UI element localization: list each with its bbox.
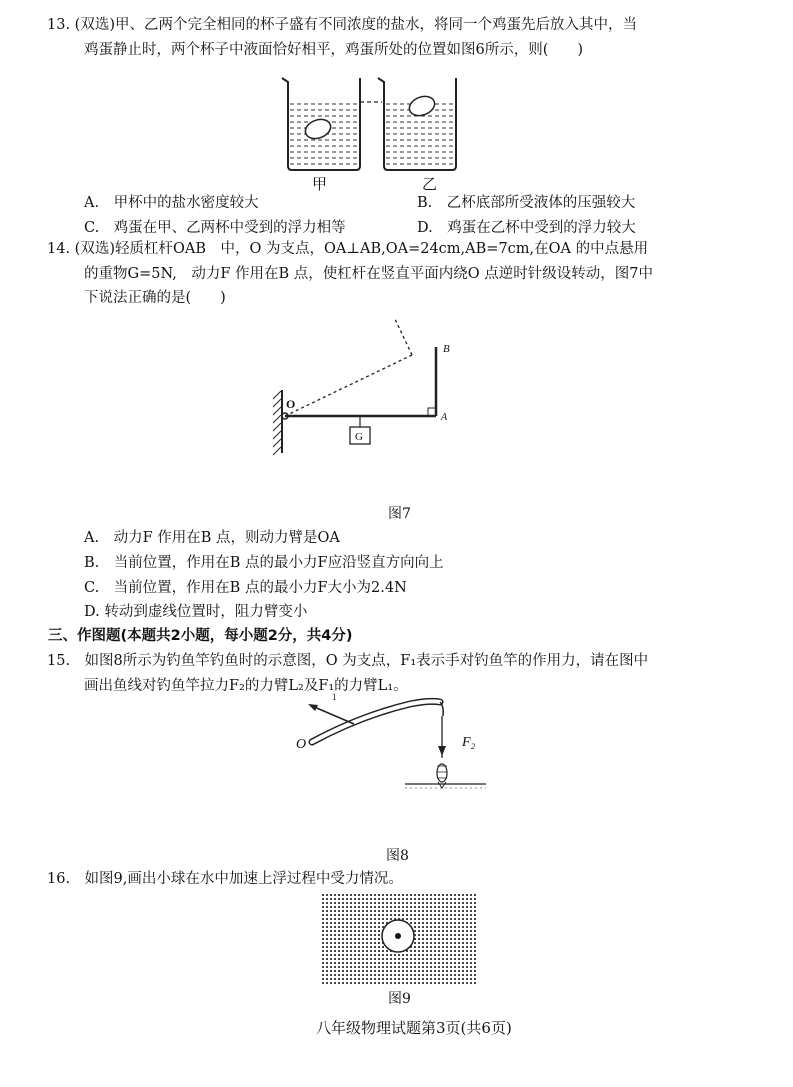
cup-jia	[282, 78, 360, 170]
q14-line2: 的重物G=5N, 动力F 作用在B 点，使杠杆在竖直平面内绕O 点逆时针级设转动，图7中	[84, 266, 653, 282]
label-o-fishing: O	[296, 737, 307, 752]
label-a: A	[441, 412, 448, 423]
q14-option-b[interactable]: B. 当前位置，作用在B 点的最小力F应沿竖直方向向上	[84, 555, 444, 571]
force-f2-arrow	[438, 746, 446, 756]
figure-9-water	[322, 894, 476, 984]
q14-option-a[interactable]: A. 动力F 作用在B 点，则动力臂是OA	[84, 530, 340, 546]
label-g: G	[355, 431, 363, 443]
figure-7-caption: 图7	[388, 506, 411, 522]
q13-option-b[interactable]: B. 乙杯底部所受液体的压强较大	[417, 195, 636, 211]
label-b: B	[443, 343, 450, 355]
q14-line3: 下说法正确的是( )	[84, 290, 226, 306]
label-f1: 1	[332, 692, 337, 702]
label-yi: 乙	[422, 177, 438, 193]
cup-yi	[378, 78, 456, 170]
figure-7-lever	[270, 315, 470, 460]
section-3-title: 三、作图题(本题共2小题，每小题2分，共4分)	[48, 628, 353, 644]
force-f1-arrow	[312, 706, 354, 724]
fishing-rod	[312, 701, 440, 742]
figure-6-cups	[278, 72, 468, 197]
q15-line2: 画出鱼线对钓鱼竿拉力F₂的力臂L₂及F₁的力臂L₁。	[84, 678, 408, 694]
q14-line1: 14. (双选)轻质杠杆OAB 中，O 为支点，OA⊥AB,OA=24cm,AB=7cm,在OA 的中点悬用	[47, 241, 649, 257]
ball-center-dot	[395, 933, 401, 939]
label-jia: 甲	[312, 177, 328, 193]
q13-line1: 13. (双选)甲、乙两个完全相同的杯子盛有不同浓度的盐水，将同一个鸡蛋先后放入其中，当	[47, 17, 637, 33]
q16-line1: 16. 如图9,画出小球在水中加速上浮过程中受力情况。	[47, 871, 403, 887]
egg-jia	[303, 116, 334, 142]
q13-line2: 鸡蛋静止时，两个杯子中液面恰好相平，鸡蛋所处的位置如图6所示，则( )	[84, 42, 584, 58]
label-o: O	[286, 397, 296, 411]
q14-option-c[interactable]: C. 当前位置，作用在B 点的最小力F大小为2.4N	[84, 580, 407, 596]
dashed-rotated-lever	[285, 355, 412, 416]
q13-option-d[interactable]: D. 鸡蛋在乙杯中受到的浮力较大	[417, 220, 636, 236]
q13-option-a[interactable]: A. 甲杯中的盐水密度较大	[84, 195, 259, 211]
egg-yi	[407, 93, 438, 119]
figure-9-caption: 图9	[388, 991, 411, 1007]
label-f2: F₂	[462, 735, 476, 750]
q15-line1: 15. 如图8所示为钓鱼竿钓鱼时的示意图，O 为支点，F₁表示手对钓鱼竿的作用力，请在图中	[47, 653, 649, 669]
q14-option-d[interactable]: D. 转动到虚线位置时，阻力臂变小	[84, 604, 308, 620]
q13-option-c[interactable]: C. 鸡蛋在甲、乙两杯中受到的浮力相等	[84, 220, 346, 236]
figure-8-fishing	[290, 690, 490, 802]
figure-8-caption: 图8	[386, 848, 409, 864]
page-footer: 八年级物理试题第3页(共6页)	[316, 1019, 512, 1037]
